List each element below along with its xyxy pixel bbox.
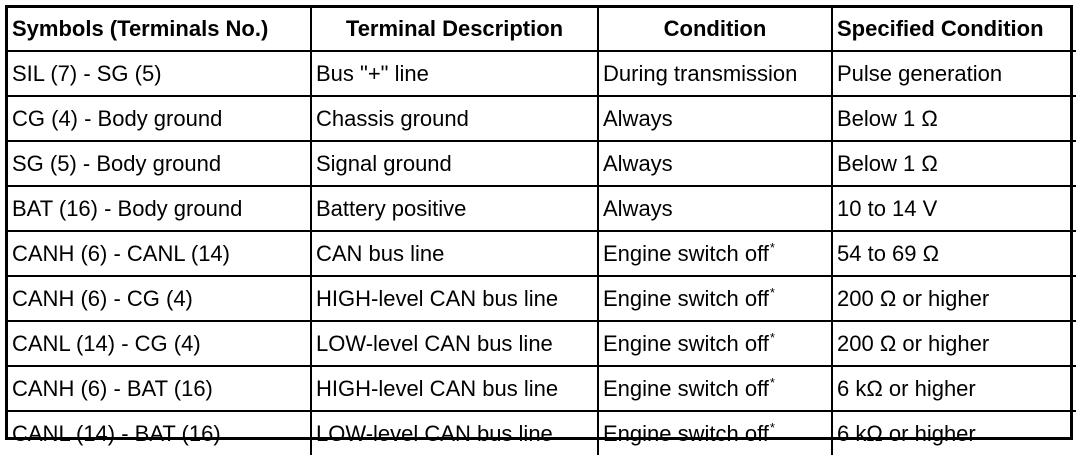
condition-text: Engine switch off [603,240,769,266]
cell-specified: Pulse generation [832,51,1076,96]
header-terminal-description: Terminal Description [311,8,598,51]
terminal-spec-table [8,8,1076,455]
cell-description: LOW-level CAN bus line [311,411,598,455]
table-row [8,51,1076,96]
cell-condition [598,186,832,231]
table-row [8,321,1076,366]
cell-symbols: SG (5) - Body ground [8,141,311,186]
table-row [8,411,1076,455]
cell-description: CAN bus line [311,231,598,276]
footnote-marker: * [769,284,775,300]
table-row [8,96,1076,141]
footnote-marker: * [769,374,775,390]
footnote-marker: * [769,239,775,255]
cell-symbols: CG (4) - Body ground [8,96,311,141]
header-symbols: Symbols (Terminals No.) [8,8,311,51]
cell-symbols: SIL (7) - SG (5) [8,51,311,96]
cell-specified: 10 to 14 V [832,186,1076,231]
cell-description: HIGH-level CAN bus line [311,276,598,321]
cell-condition [598,411,832,455]
condition-text: Engine switch off [603,285,769,311]
cell-symbols: CANL (14) - BAT (16) [8,411,311,455]
cell-symbols: CANH (6) - BAT (16) [8,366,311,411]
terminal-spec-table-frame [5,5,1073,446]
cell-symbols: CANH (6) - CANL (14) [8,231,311,276]
cell-condition [598,141,832,186]
condition-text: Always [603,105,673,131]
condition-text: Engine switch off [603,420,769,446]
cell-specified: 6 kΩ or higher [832,366,1076,411]
cell-description: Chassis ground [311,96,598,141]
condition-text: Always [603,195,673,221]
cell-description: HIGH-level CAN bus line [311,366,598,411]
cell-description: Bus "+" line [311,51,598,96]
condition-text: Engine switch off [603,330,769,356]
condition-text: Always [603,150,673,176]
cell-specified: 6 kΩ or higher [832,411,1076,455]
table-row [8,141,1076,186]
cell-specified: 200 Ω or higher [832,276,1076,321]
header-condition: Condition [598,8,832,51]
cell-description: Battery positive [311,186,598,231]
cell-specified: 54 to 69 Ω [832,231,1076,276]
cell-symbols: CANH (6) - CG (4) [8,276,311,321]
header-specified-condition: Specified Condition [832,8,1076,51]
table-header-row [8,8,1076,51]
cell-specified: 200 Ω or higher [832,321,1076,366]
cell-symbols: CANL (14) - CG (4) [8,321,311,366]
condition-text: Engine switch off [603,375,769,401]
footnote-marker: * [769,329,775,345]
cell-description: LOW-level CAN bus line [311,321,598,366]
cell-condition [598,366,832,411]
table-row [8,276,1076,321]
footnote-marker: * [769,419,775,435]
table-row [8,186,1076,231]
cell-specified: Below 1 Ω [832,141,1076,186]
table-row [8,231,1076,276]
condition-text: During transmission [603,60,798,86]
cell-condition [598,276,832,321]
cell-condition [598,51,832,96]
cell-condition [598,231,832,276]
cell-specified: Below 1 Ω [832,96,1076,141]
cell-symbols: BAT (16) - Body ground [8,186,311,231]
cell-condition [598,96,832,141]
table-row [8,366,1076,411]
cell-description: Signal ground [311,141,598,186]
cell-condition [598,321,832,366]
